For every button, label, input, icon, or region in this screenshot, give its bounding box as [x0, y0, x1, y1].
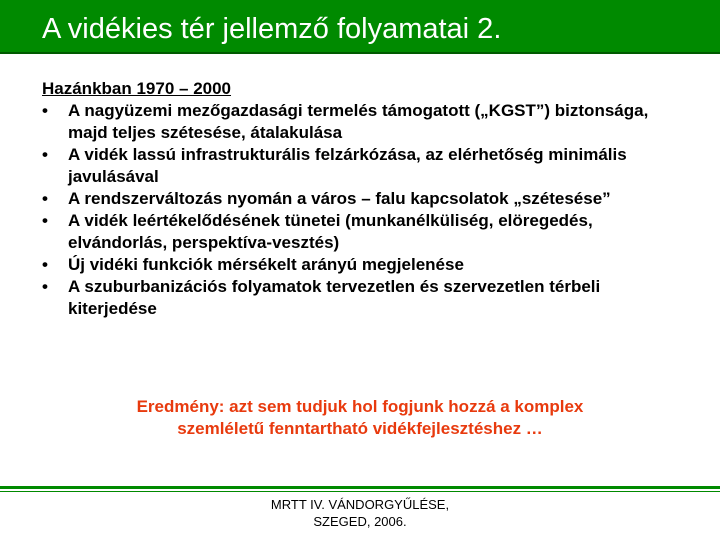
footer-location: SZEGED, 2006.	[313, 514, 407, 529]
bullet-item	[42, 100, 682, 144]
bullet-list	[42, 100, 682, 320]
bullet-marker: •	[42, 277, 48, 296]
footer	[220, 496, 500, 530]
title-bar	[0, 0, 720, 54]
footer-divider	[0, 486, 720, 489]
bullet-marker: •	[42, 145, 48, 164]
footer-event: MRTT IV. VÁNDORGYŰLÉSE,	[270, 497, 450, 512]
bullet-text: A vidék leértékelődésének tünetei (munkanélküliség, elöregedés, elvándorlás, perspektíva-vesztés)	[68, 211, 593, 252]
slide-subtitle: Hazánkban 1970 – 2000	[42, 79, 232, 98]
bullet-item	[42, 144, 682, 188]
bullet-marker: •	[42, 189, 48, 208]
result-statement	[80, 396, 640, 440]
slide-title: A vidékies tér jellemző folyamatai 2.	[42, 13, 502, 45]
bullet-text: A szuburbanizációs folyamatok tervezetlen és szervezetlen térbeli kiterjedése	[68, 277, 601, 318]
bullet-marker: •	[42, 101, 48, 120]
bullet-marker: •	[42, 211, 48, 230]
bullet-item	[42, 254, 682, 276]
slide-content	[42, 78, 682, 320]
bullet-text: A vidék lassú infrastrukturális felzárkózása, az elérhetőség minimális javulásával	[68, 145, 627, 186]
bullet-item	[42, 210, 682, 254]
bullet-item	[42, 188, 682, 210]
footer-divider-thin	[0, 491, 720, 492]
bullet-text: A nagyüzemi mezőgazdasági termelés támogatott („KGST”) biztonsága, majd teljes szétesése, átalakulása	[68, 101, 649, 142]
bullet-marker: •	[42, 255, 48, 274]
result-line: szemléletű fenntartható vidékfejlesztéshez …	[177, 419, 543, 438]
result-line: Eredmény: azt sem tudjuk hol fogjunk hozzá a komplex	[136, 397, 584, 416]
bullet-text: A rendszerváltozás nyomán a város – falu kapcsolatok „szétesése”	[68, 189, 611, 208]
bullet-item	[42, 276, 682, 320]
bullet-text: Új vidéki funkciók mérsékelt arányú megjelenése	[68, 255, 464, 274]
